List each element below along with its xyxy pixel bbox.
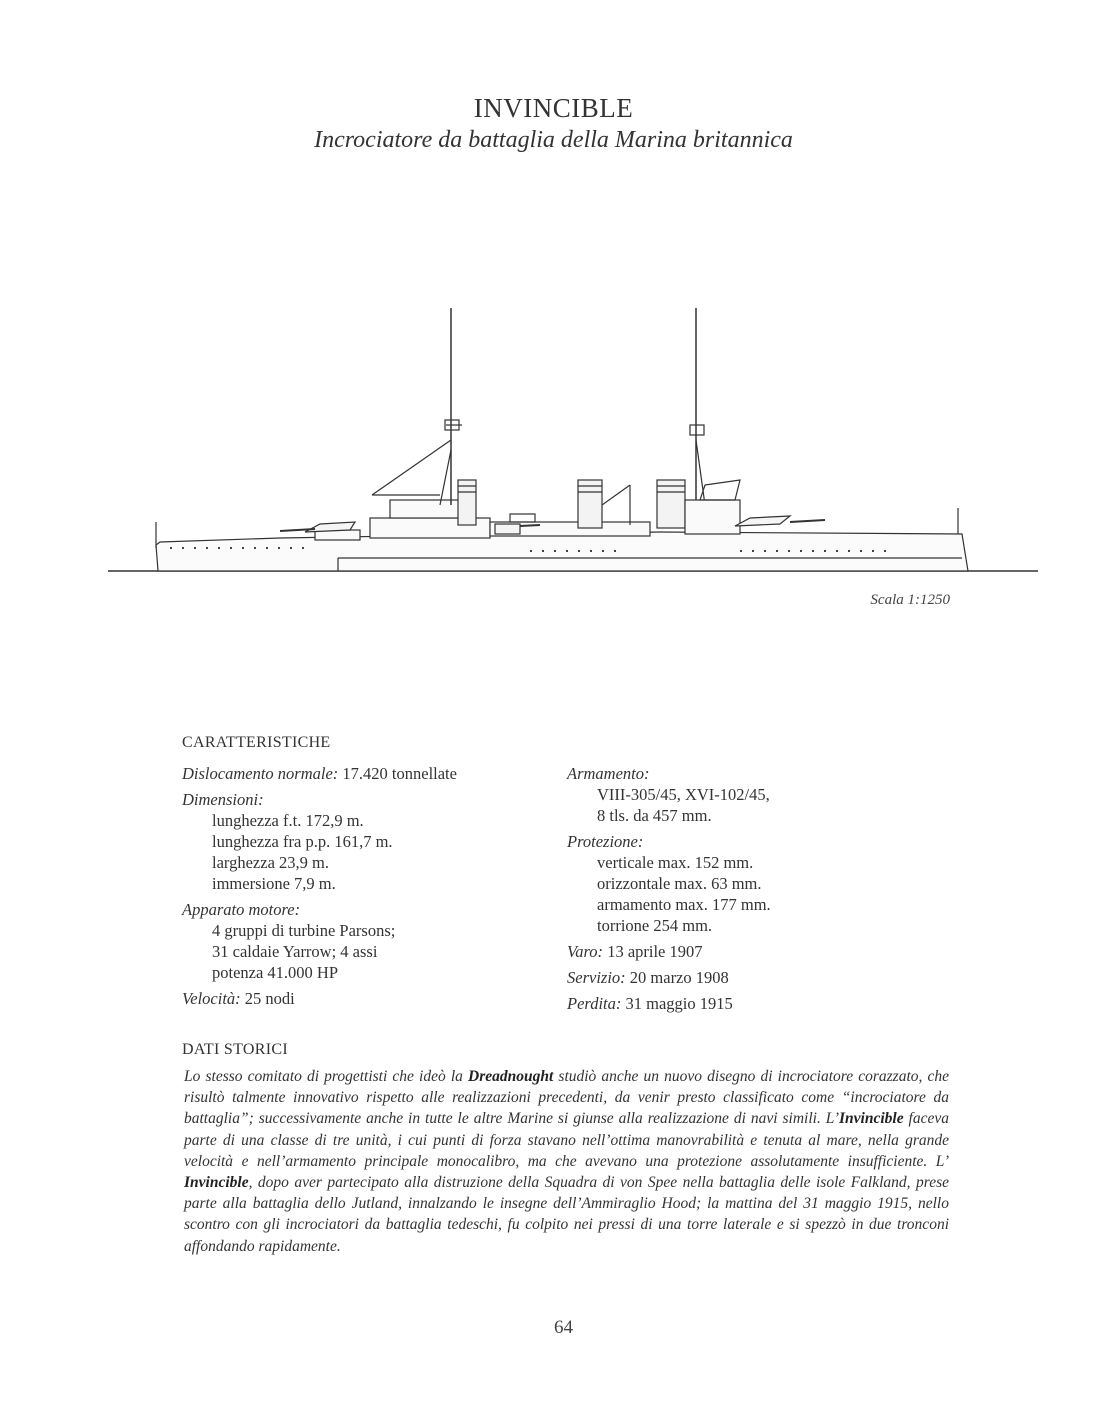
engine-label: Apparato motore: — [182, 900, 301, 919]
armament-label: Armamento: — [567, 764, 650, 783]
dimension-item: lunghezza f.t. 172,9 m. — [212, 811, 364, 830]
history-text: , dopo aver partecipato alla distruzione della Squadra di von Spee nella battaglia delle isole Falkland, prese parte alla battaglia dello Jutland, innalzando le insegne dell’Ammiraglio Hood; la mattina del 31 maggio 1915, nello scontro con gli incrociatori da battaglia tedeschi, fu colpito nei pressi di una torre laterale e si spezzò in due tronconi affondando rapidamente. — [184, 1174, 949, 1255]
history-text: Lo stesso comitato di progettisti che ideò la — [184, 1068, 469, 1085]
dimensions-block — [182, 789, 542, 894]
ship-name-emphasis: Invincible — [839, 1110, 904, 1128]
protection-item: armamento max. 177 mm. — [597, 895, 771, 914]
launch-value: 13 aprile 1907 — [603, 942, 703, 961]
ship-name-emphasis: Invincible — [184, 1174, 249, 1192]
displacement-label: Dislocamento normale: — [182, 764, 339, 783]
launch-label: Varo: — [567, 942, 604, 961]
service-value: 20 marzo 1908 — [625, 968, 729, 987]
drawing-scale: Scala 1:1250 — [870, 592, 950, 608]
service-row — [567, 967, 947, 988]
loss-label: Perdita: — [567, 994, 622, 1013]
engine-item: 4 gruppi di turbine Parsons; — [212, 921, 396, 940]
protection-item: verticale max. 152 mm. — [597, 853, 754, 872]
page-subtitle: Incrociatore da battaglia della Marina britannica — [314, 127, 793, 153]
launch-row — [567, 941, 947, 962]
page-title: INVINCIBLE — [473, 93, 634, 123]
armament-item: VIII-305/45, XVI-102/45, — [597, 785, 770, 804]
speed-row — [182, 988, 542, 1009]
service-label: Servizio: — [567, 968, 626, 987]
history-paragraph — [184, 1066, 949, 1257]
dimensions-label: Dimensioni: — [182, 790, 264, 809]
dimension-item: immersione 7,9 m. — [212, 874, 336, 893]
engine-block — [182, 899, 542, 983]
ship-profile-drawing — [100, 300, 1045, 585]
loss-value: 31 maggio 1915 — [621, 994, 733, 1013]
history-heading: DATI STORICI — [182, 1041, 288, 1058]
displacement-row — [182, 763, 542, 784]
specs-left-column — [182, 763, 542, 1014]
speed-value: 25 nodi — [240, 989, 295, 1008]
loss-row — [567, 993, 947, 1014]
armament-block — [567, 763, 947, 826]
engine-item: 31 caldaie Yarrow; 4 assi — [212, 942, 378, 961]
engine-item: potenza 41.000 HP — [212, 963, 339, 982]
protection-item: orizzontale max. 63 mm. — [597, 874, 762, 893]
history-text: faceva parte di una classe di tre unità, i cui punti di forza stavano nell’ottima manovrabilità e tenuta al mare, nella grande velocità e nell’armamento principale monocalibro, ma che avevano una protezione assolutamente insufficiente. L’ — [184, 1110, 949, 1170]
protection-label: Protezione: — [567, 832, 644, 851]
specs-right-column — [567, 763, 947, 1019]
dimension-item: lunghezza fra p.p. 161,7 m. — [212, 832, 393, 851]
armament-item: 8 tls. da 457 mm. — [597, 806, 712, 825]
history-text: studiò anche un nuovo disegno di incrociatore corazzato, che risultò talmente innovativo rispetto alle realizzazioni precedenti, da venir presto classificato come “incrociatore da battaglia”; successivamente anche in tutte le altre Marine si giunse alla realizzazione di navi simili. L’ — [184, 1068, 950, 1128]
specs-heading: CARATTERISTICHE — [182, 734, 331, 751]
page-number: 64 — [554, 1317, 573, 1338]
displacement-value: 17.420 tonnellate — [338, 764, 457, 783]
dimension-item: larghezza 23,9 m. — [212, 853, 329, 872]
ship-name-emphasis: Dreadnought — [468, 1068, 554, 1085]
protection-block — [567, 831, 947, 936]
protection-item: torrione 254 mm. — [597, 916, 713, 935]
speed-label: Velocità: — [182, 989, 241, 1008]
